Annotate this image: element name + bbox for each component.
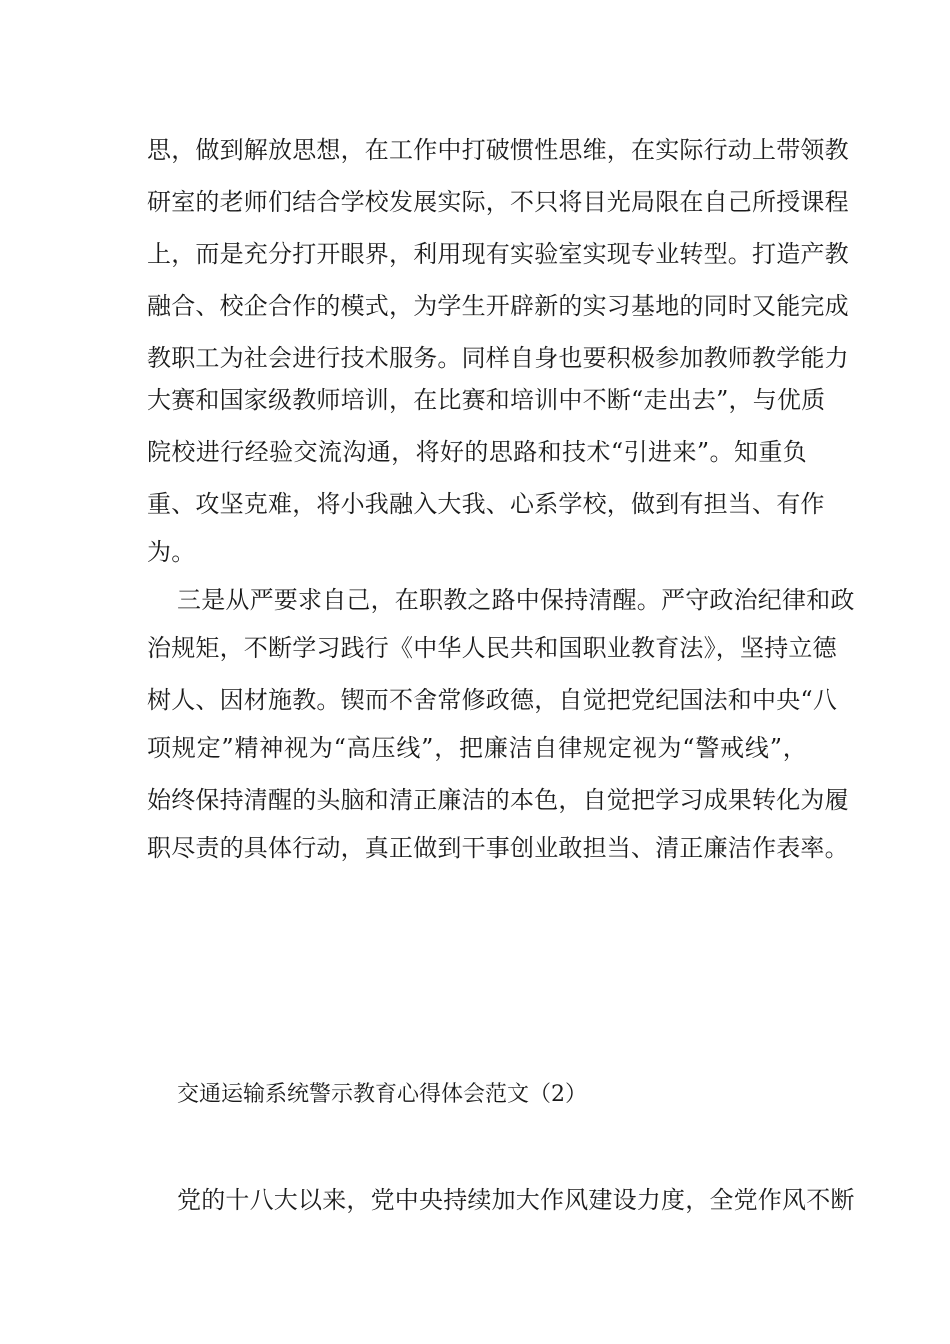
paragraph-2-line-2: 治规矩，不断学习践行《中华人民共和国职业教育法》，坚持立德 [147,634,837,662]
paragraph-3-line-1: 党的十八大以来，党中央持续加大作风建设力度，全党作风不断 [177,1186,855,1214]
paragraph-2-line-6: 职尽责的具体行动，真正做到干事创业敢担当、清正廉洁作表率。 [147,834,849,862]
paragraph-2-line-3: 树人、因材施教。锲而不舍常修政德，自觉把党纪国法和中央“八 [147,686,838,714]
paragraph-2-line-1: 三是从严要求自己，在职教之路中保持清醒。严守政治纪律和政 [177,586,855,614]
section-heading: 交通运输系统警示教育心得体会范文（2） [177,1082,587,1107]
paragraph-2-line-4: 项规定”精神视为“高压线”，把廉洁自律规定视为“警戒线”， [147,734,807,762]
paragraph-1-line-9: 为。 [147,538,196,566]
paragraph-1-line-4: 融合、校企合作的模式，为学生开辟新的实习基地的同时又能完成 [147,292,849,320]
paragraph-1-line-3: 上，而是充分打开眼界，利用现有实验室实现专业转型。打造产教 [147,240,849,268]
paragraph-1-line-2: 研室的老师们结合学校发展实际，不只将目光局限在自己所授课程 [147,188,849,216]
paragraph-1-line-6: 大赛和国家级教师培训，在比赛和培训中不断“走出去”，与优质 [147,386,826,414]
paragraph-1-line-7: 院校进行经验交流沟通，将好的思路和技术“引进来”。知重负 [147,438,807,466]
paragraph-2-line-5: 始终保持清醒的头脑和清正廉洁的本色，自觉把学习成果转化为履 [147,786,849,814]
paragraph-1-line-1: 思，做到解放思想，在工作中打破惯性思维，在实际行动上带领教 [147,136,849,164]
paragraph-1-line-8: 重、攻坚克难，将小我融入大我、心系学校，做到有担当、有作 [147,490,825,518]
paragraph-1-line-5: 教职工为社会进行技术服务。同样自身也要积极参加教师教学能力 [147,344,849,372]
